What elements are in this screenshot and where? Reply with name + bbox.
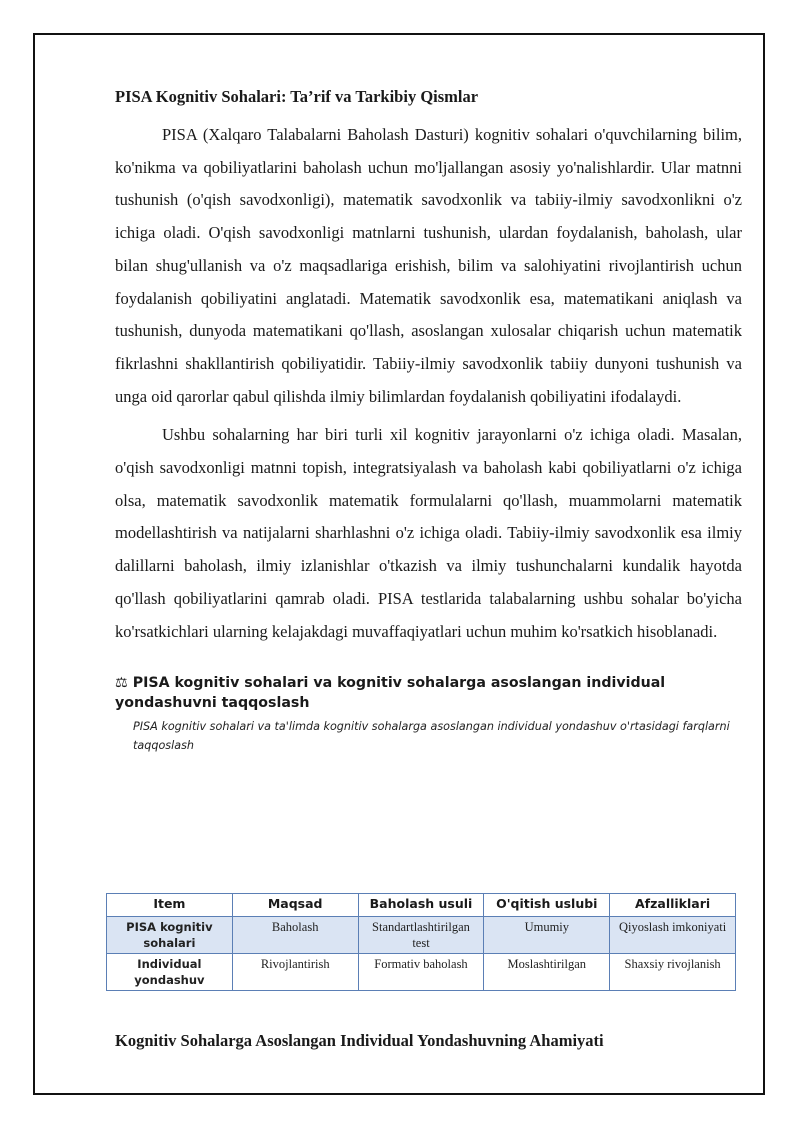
- table-cell: Umumiy: [484, 917, 610, 954]
- table-header-row: [107, 894, 736, 917]
- closing-heading: Kognitiv Sohalarga Asoslangan Individual Yondashuvning Ahamiyati: [115, 1031, 604, 1050]
- table-header-cell: Afzalliklari: [610, 894, 736, 917]
- table-title-text: PISA kognitiv sohalari va kognitiv sohalarga asoslangan individual yondashuvni taqqoslash: [115, 675, 666, 712]
- table-row: [107, 954, 736, 991]
- table-cell: Rivojlantirish: [232, 954, 358, 991]
- table-cell: Moslashtirilgan: [484, 954, 610, 991]
- table-cell: Baholash: [232, 917, 358, 954]
- section-heading: PISA Kognitiv Sohalari: Ta’rif va Tarkibiy Qismlar: [115, 87, 479, 106]
- table-header-cell: Maqsad: [232, 894, 358, 917]
- table-cell: Formativ baholash: [358, 954, 484, 991]
- paragraph-2: Ushbu sohalarning har biri turli xil kognitiv jarayonlarni o'z ichiga oladi. Masalan, o'qish savodxonligi matnni topish, integratsiyalash va baholash kabi qobiliyatlarni o'z ichiga olsa, matematik savodxonlik matematik formulalarni qo'llash, muammolarni matematik modellashtirish va natijalarni sharhlashni o'z ichiga oladi. Tabiiy-ilmiy savodxonlik esa ilmiy dalillarni baholash, ilmiy izlanishlar o'tkazish va ilmiy tushunchalarni kundalik hayotda qo'llash qobiliyatlarini qamrab oladi. PISA testlarida talabalarning ushbu sohalar bo'yicha ko'rsatkichlari ularning kelajakdagi muvaffaqiyatlari uchun muhim ko'rsatkich hisoblanadi.: [115, 425, 742, 641]
- table-title: [115, 673, 742, 713]
- balance-scale-icon: ⚖: [115, 675, 128, 692]
- comparison-table: [106, 893, 736, 991]
- document-body: [115, 85, 742, 755]
- table-cell: Shaxsiy rivojlanish: [610, 954, 736, 991]
- table-row-label: Individual yondashuv: [107, 954, 233, 991]
- table-cell: Standartlashtirilgan test: [358, 917, 484, 954]
- table-header-cell: Baholash usuli: [358, 894, 484, 917]
- table-header-cell: Item: [107, 894, 233, 917]
- paragraph-1: PISA (Xalqaro Talabalarni Baholash Dasturi) kognitiv sohalari o'quvchilarning bilim, ko'nikma va qobiliyatlarini baholash uchun mo'ljallangan asosiy yo'nalishlardir. Ular matnni tushunish (o'qish savodxonligi), matematik savodxonlik va tabiiy-ilmiy savodxonlikni o'z ichiga oladi. O'qish savodxonligi matnlarni tushunish, ulardan foydalanish, baholash, ular bilan shug'ullanish va o'z maqsadlariga erishish, bilim va salohiyatini rivojlantirish uchun foydalanish qobiliyatini anglatadi. Matematik savodxonlik esa, matematikani aniqlash va tushunish, dunyoda matematikani qo'llash, asoslangan xulosalar chiqarish uchun matematik fikrlashni shakllantirish qobiliyatidir. Tabiiy-ilmiy savodxonlik tabiiy dunyoni tushunish va unga oid qarorlar qabul qilishda ilmiy bilimlardan foydalanish qobiliyatini ifodalaydi.: [115, 125, 742, 406]
- table-header-cell: O'qitish uslubi: [484, 894, 610, 917]
- table-cell: Qiyoslash imkoniyati: [610, 917, 736, 954]
- table-subtitle: PISA kognitiv sohalari va ta'limda kognitiv sohalarga asoslangan individual yondashuv o'rtasidagi farqlarni taqqoslash: [133, 720, 730, 753]
- table-row: [107, 917, 736, 954]
- table-row-label: PISA kognitiv sohalari: [107, 917, 233, 954]
